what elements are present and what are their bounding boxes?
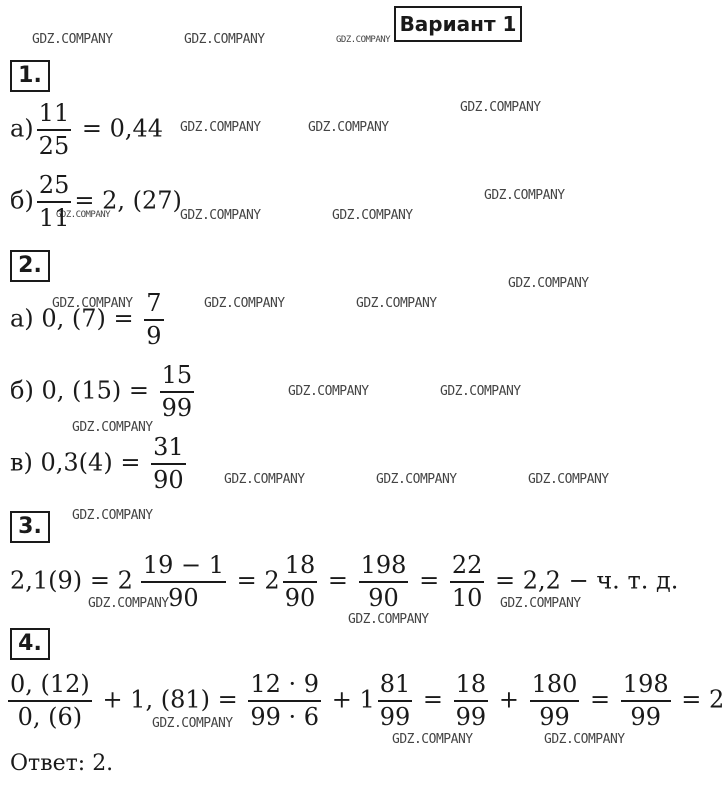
task3-lhs: 2,1(9) [10,566,83,595]
task-number-4 [10,628,50,660]
task1-b-numerator: 25 [38,171,70,199]
task-number-3-label: 3. [18,514,42,539]
variant-title [394,6,522,42]
task1-a-denominator: 25 [38,131,70,160]
watermark-text: GDZ.COMPANY [288,384,369,399]
task4-denominator-3: 99 [379,702,411,731]
task3-equals-2: = [236,566,257,595]
watermark-text: GDZ.COMPANY [224,472,305,487]
task4-fraction-1 [8,671,92,731]
task3-numerator-3: 198 [360,551,407,579]
task4-denominator-4: 99 [455,702,487,731]
task4-numerator-1: 0, (12) [10,670,90,698]
watermark-text: GDZ.COMPANY [180,208,261,223]
task-number-3 [10,511,50,543]
watermark-text: GDZ.COMPANY [440,384,521,399]
task4-fraction-5 [530,671,580,731]
task3-denominator-3: 90 [368,583,399,612]
task4-denominator-2: 99 · 6 [250,702,320,731]
watermark-text: GDZ.COMPANY [356,296,437,311]
watermark-text: GDZ.COMPANY [152,716,233,731]
task4-equals-4: = [681,685,702,714]
task4-fraction-3 [378,671,413,731]
task3-numerator-2: 18 [284,551,316,579]
task2-b-fraction [160,362,195,422]
task4-denominator-5: 99 [539,702,570,731]
watermark-text: GDZ.COMPANY [528,472,609,487]
task1-a-fraction [37,100,72,160]
task2-b-numerator: 15 [161,361,193,389]
task3-numerator-1: 19 − 1 [142,551,225,579]
task2-a-lhs: 0, (7) [41,304,106,333]
task4-fraction-4 [454,671,489,731]
task3-fraction-3 [359,552,409,612]
task3-row [10,552,678,612]
watermark-text: GDZ.COMPANY [204,296,285,311]
task2-c-numerator: 31 [153,433,184,461]
task2-b-lhs: 0, (15) [41,376,122,405]
task1-a-equals: = [81,114,102,143]
task1-b-equals: = [74,186,95,215]
task1-b-result: 2, (27) [102,186,182,215]
task2-b-equals: = [128,376,149,405]
watermark-text: GDZ.COMPANY [72,420,153,435]
task2-b-label: б) [10,376,34,405]
task4-numerator-2: 12 · 9 [250,670,320,698]
task-number-4-label: 4. [18,631,42,656]
task4-answer-text: Ответ: 2. [10,751,114,776]
task3-equals-3: = [327,566,348,595]
task-number-1 [10,60,50,92]
watermark-text: GDZ.COMPANY [508,276,589,291]
task4-denominator-6: 99 [630,702,661,731]
task3-equals-4: = [419,566,440,595]
task1-b-fraction [37,172,72,232]
task1-row-b [10,172,182,232]
task3-equals-1: = [89,566,110,595]
task1-b-label: б) [10,186,34,215]
watermark-text: GDZ.COMPANY [376,472,457,487]
task2-c-lhs: 0,3(4) [40,448,113,477]
task4-plus: + [498,685,519,714]
task3-denominator-1: 90 [168,583,199,612]
task3-denominator-2: 90 [284,583,316,612]
task1-row-a [10,100,163,160]
watermark-text: GDZ.COMPANY [72,508,153,523]
task3-whole-1: 2 [117,566,133,595]
task2-b-denominator: 99 [161,393,193,422]
task2-a-numerator: 7 [146,289,162,317]
task4-row [8,671,724,731]
task4-result: 2 [709,685,724,714]
task3-denominator-4: 10 [451,583,483,612]
watermark-text: GDZ.COMPANY [460,100,541,115]
watermark-text: GDZ.COMPANY [88,596,169,611]
task4-answer [10,753,113,775]
task4-numerator-3: 81 [379,670,411,698]
task-number-1-label: 1. [18,63,42,88]
watermark-text: GDZ.COMPANY [348,612,429,627]
task3-whole-2: 2 [264,566,280,595]
task2-row-a [10,290,167,350]
task3-fraction-4 [450,552,485,612]
task2-a-label: а) [10,304,34,333]
task4-plus-one: + 1 [331,685,375,714]
task4-equals-1: = [217,685,238,714]
task1-a-label: а) [10,114,34,143]
task4-equals-2: = [422,685,444,714]
watermark-text: GDZ.COMPANY [52,296,133,311]
task4-denominator-1: 0, (6) [17,702,83,731]
task2-row-b [10,362,197,422]
watermark-text: GDZ.COMPANY [484,188,565,203]
watermark-text: GDZ.COMPANY [336,35,391,45]
task-number-2-label: 2. [18,253,42,278]
watermark-text: GDZ.COMPANY [544,732,625,747]
task1-a-result: 0,44 [109,114,164,143]
variant-label: Вариант 1 [399,12,517,36]
task4-numerator-6: 198 [622,670,669,698]
task4-numerator-4: 18 [455,670,487,698]
watermark-text: GDZ.COMPANY [308,120,389,135]
task-number-2 [10,250,50,282]
watermark-text: GDZ.COMPANY [392,732,473,747]
watermark-text: GDZ.COMPANY [184,32,265,47]
task3-result: 2,2 − ч. т. д. [522,566,679,595]
task2-c-equals: = [120,448,141,477]
task4-numerator-5: 180 [531,670,578,698]
task2-c-fraction [151,434,186,494]
task2-c-denominator: 90 [153,465,184,494]
watermark-text: GDZ.COMPANY [180,120,261,135]
task1-b-denominator: 11 [38,203,70,232]
task4-fraction-6 [621,671,671,731]
task3-fraction-1 [141,552,226,612]
task4-plus-mixed: + 1, (81) [102,685,210,714]
task3-equals-5: = [495,566,516,595]
task2-row-c [10,434,189,494]
watermark-text: GDZ.COMPANY [32,32,113,47]
task2-a-equals: = [113,304,134,333]
watermark-text: GDZ.COMPANY [500,596,581,611]
task3-fraction-2 [283,552,318,612]
task1-a-numerator: 11 [38,99,70,127]
task4-fraction-2 [248,671,321,731]
task4-equals-3: = [590,685,611,714]
watermark-text: GDZ.COMPANY [332,208,413,223]
watermark-text: GDZ.COMPANY [56,210,111,220]
task2-c-label: в) [10,448,33,477]
task2-a-denominator: 9 [146,321,162,350]
task2-a-fraction [144,290,163,350]
task3-numerator-4: 22 [451,551,483,579]
